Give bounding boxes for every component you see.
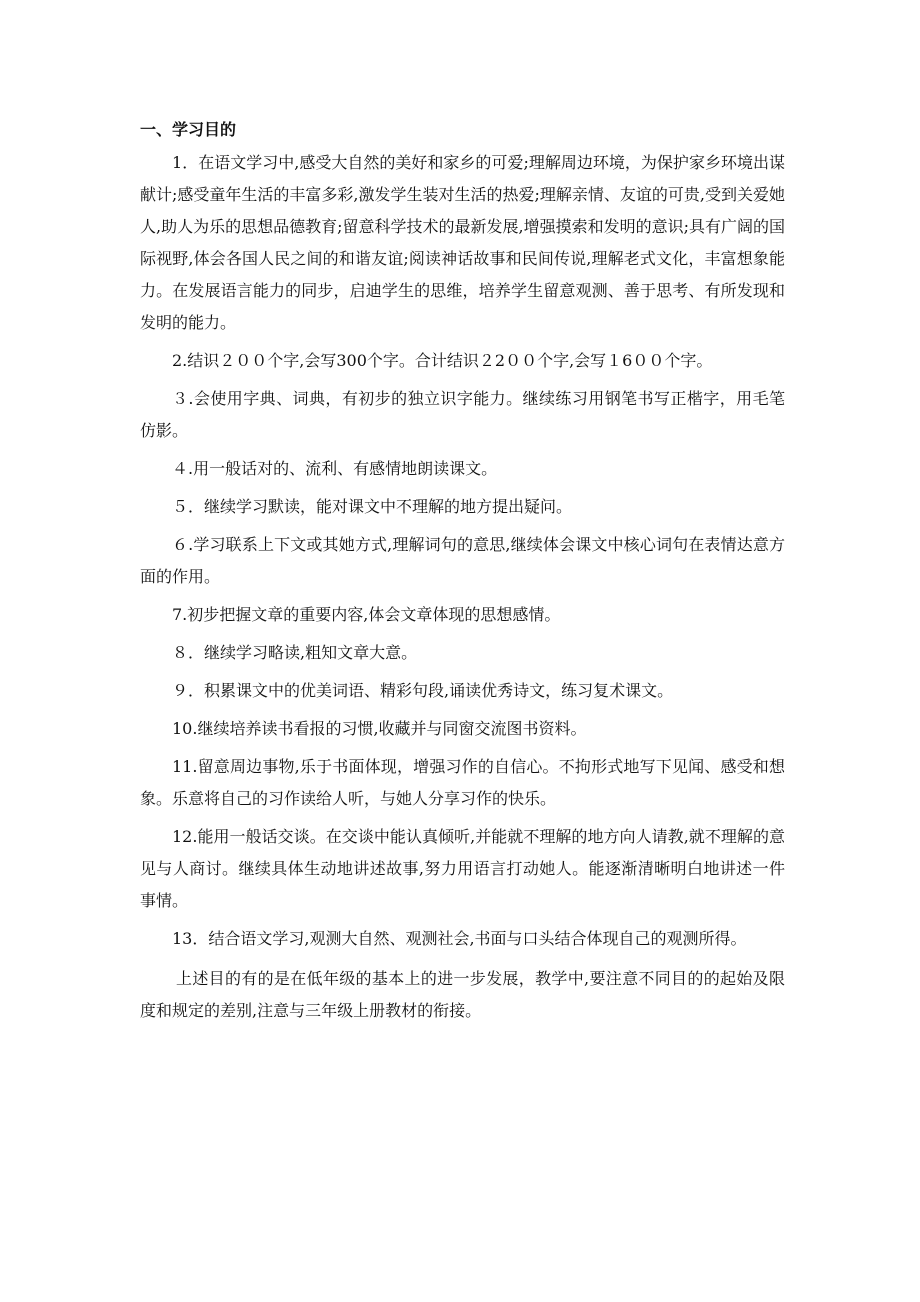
goal-item-6: ６.学习联系上下文或其她方式,理解词句的意思,继续体会课文中核心词句在表情达意方面的作用。 bbox=[140, 535, 785, 586]
goal-item-5: ５．继续学习默读，能对课文中不理解的地方提出疑问。 bbox=[172, 497, 573, 516]
goal-item-1: 1．在语文学习中,感受大自然的美好和家乡的可爱;理解周边环境，为保护家乡环境出谋献计;感受童年生活的丰富多彩,激发学生装对生活的热爱;理解亲情、友谊的可贵,受到关爱她人,助人为乐的思想品德教育;留意科学技术的最新发展,增强摸索和发明的意识;具有广阔的国际视野,体会各国人民之间的和谐友谊;阅读神话故事和民间传说,理解老式文化，丰富想象能力。在发展语言能力的同步，启迪学生的思维，培养学生留意观测、善于思考、有所发现和发明的能力。 bbox=[140, 153, 785, 332]
goal-item-7: 7.初步把握文章的重要内容,体会文章体现的思想感情。 bbox=[172, 605, 561, 624]
goal-item-12: 12.能用一般话交谈。在交谈中能认真倾听,并能就不理解的地方向人请教,就不理解的意见与人商讨。继续具体生动地讲述故事,努力用语言打动她人。能逐渐清晰明白地讲述一件事情。 bbox=[140, 827, 785, 910]
goal-item-8: ８．继续学习略读,粗知文章大意。 bbox=[172, 643, 418, 662]
document-page bbox=[140, 115, 785, 1027]
goal-item-13: 13．结合语文学习,观测大自然、观测社会,书面与口头结合体现自己的观测所得。 bbox=[172, 929, 747, 948]
goal-item-4: ４.用一般话对的、流利、有感情地朗读课文。 bbox=[172, 459, 498, 478]
summary-paragraph: 上述目的有的是在低年级的基本上的进一步发展，教学中,要注意不同目的的起始及限度和规定的差别,注意与三年级上册教材的衔接。 bbox=[140, 969, 785, 1020]
section-heading: 一、学习目的 bbox=[140, 120, 237, 139]
goal-item-3: ３.会使用字典、词典，有初步的独立识字能力。继续练习用钢笔书写正楷字，用毛笔仿影。 bbox=[140, 389, 785, 440]
goal-item-9: ９．积累课文中的优美词语、精彩句段,诵读优秀诗文，练习复术课文。 bbox=[172, 681, 674, 700]
goal-item-2: 2.结识２００个字,会写300个字。合计结识２2００个字,会写１6００个字。 bbox=[172, 351, 713, 370]
goal-item-10: 10.继续培养读书看报的习惯,收藏并与同窗交流图书资料。 bbox=[172, 719, 587, 738]
goal-item-11: 11.留意周边事物,乐于书面体现，增强习作的自信心。不拘形式地写下见闻、感受和想象。乐意将自己的习作读给人听，与她人分享习作的快乐。 bbox=[140, 757, 785, 808]
